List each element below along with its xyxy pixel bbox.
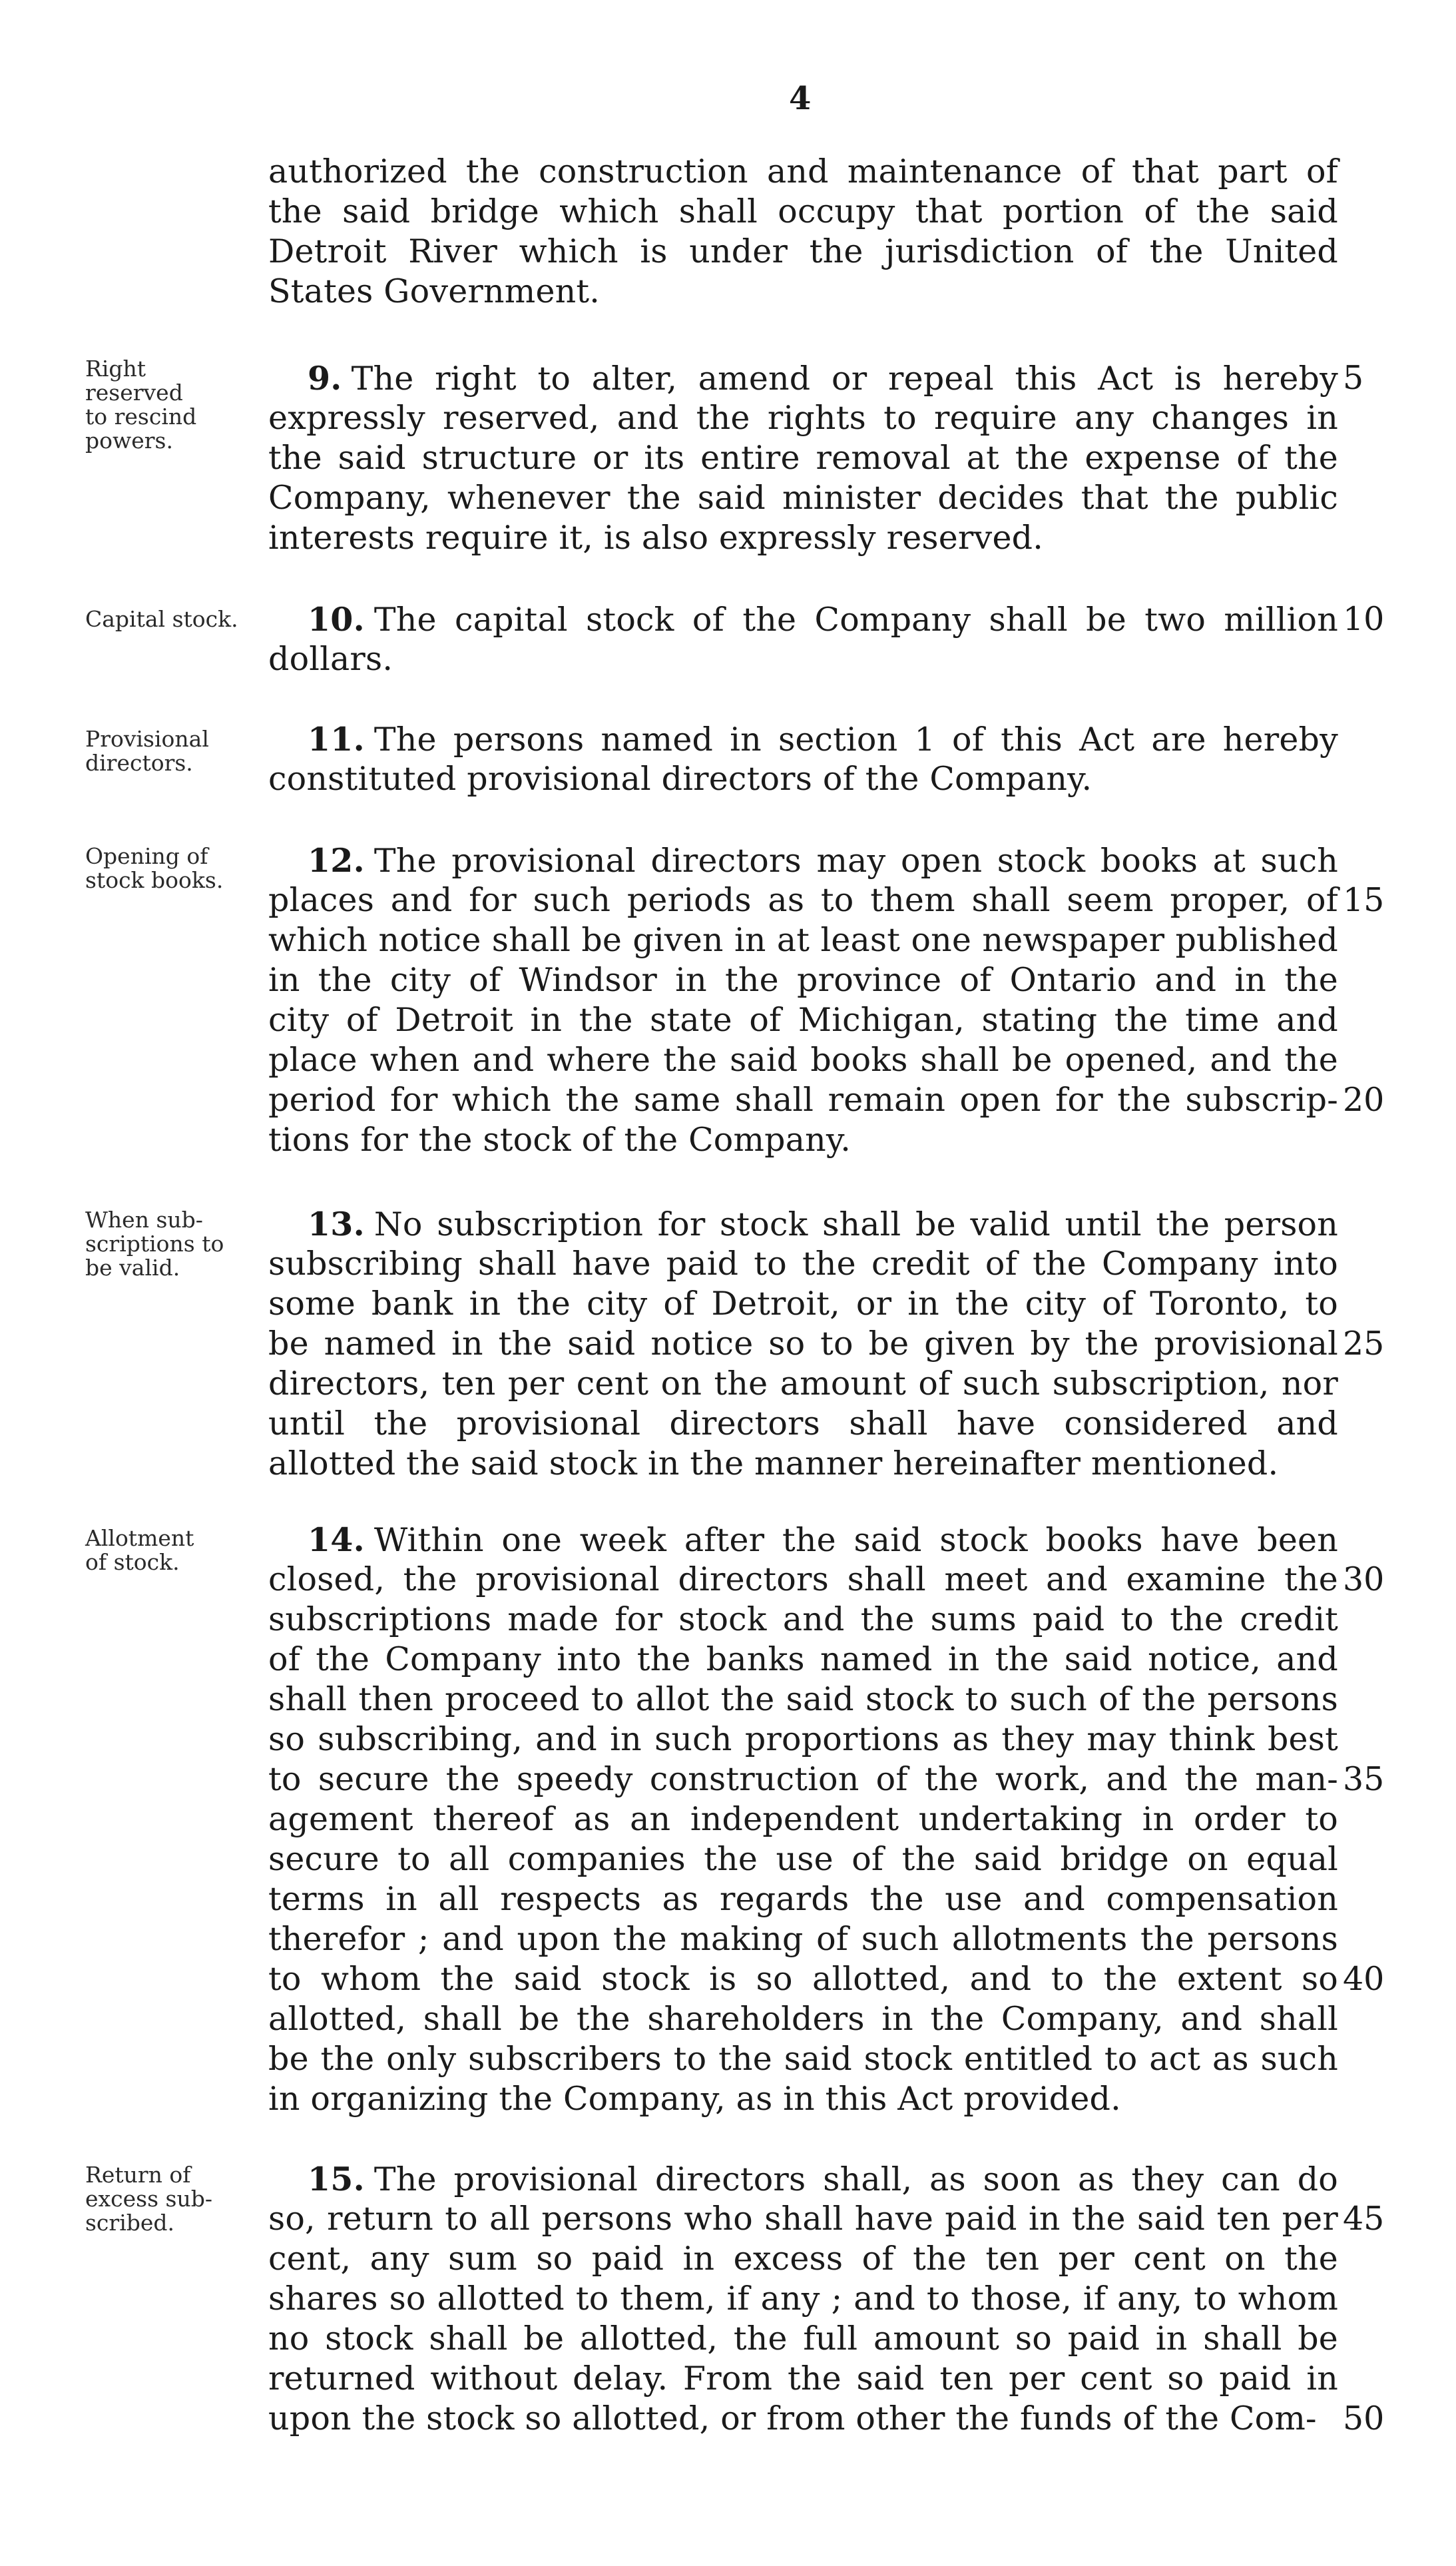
line-text: until the provisional directors shall have considered and: [268, 1405, 1338, 1443]
margin-note: [85, 1526, 258, 1574]
line-text: closed, the provisional directors shall meet and examine the: [268, 1560, 1338, 1598]
section-line: [268, 1120, 1338, 1160]
line-text: expressly reserved, and the rights to require any changes in: [268, 399, 1338, 437]
line-text: agement thereof as an independent undertaking in order to: [268, 1800, 1338, 1838]
margin-note-line: excess sub-: [85, 2186, 212, 2212]
section-line: [268, 1444, 1338, 1484]
line-text: period for which the same shall remain open for the subscrip-: [268, 1081, 1338, 1119]
section-line: [268, 2239, 1338, 2279]
line-text: so subscribing, and in such proportions as they may think best: [268, 1720, 1338, 1758]
line-number: 20: [1343, 1081, 1385, 1119]
section-line: [268, 1080, 1338, 1120]
section-line: [268, 639, 1338, 679]
section-line: [268, 518, 1338, 558]
line-number: 5: [1343, 359, 1364, 397]
line-text: place when and where the said books shall be opened, and the: [268, 1041, 1338, 1079]
line-text: of the Company into the banks named in the said notice, and: [268, 1640, 1338, 1678]
margin-note: [85, 2163, 258, 2235]
line-text: upon the stock so allotted, or from other the funds of the Com-: [268, 2400, 1317, 2437]
margin-note-line: scribed.: [85, 2210, 175, 2236]
margin-note: [85, 727, 258, 775]
margin-note-line: When sub-: [85, 1207, 203, 1233]
line-text: The persons named in section 1 of this Act are hereby: [373, 721, 1338, 759]
section-line: [268, 1640, 1338, 1680]
section-line: [268, 2039, 1338, 2079]
line-text: the said structure or its entire removal at the expense of the: [268, 439, 1338, 477]
section-number: 15.: [308, 2160, 365, 2198]
margin-note-line: powers.: [85, 428, 173, 454]
line-number: 40: [1343, 1960, 1385, 1998]
section-line: [268, 1999, 1338, 2039]
section-line: [268, 2399, 1338, 2439]
margin-note-line: scriptions to: [85, 1231, 224, 1257]
line-number: 25: [1343, 1325, 1385, 1363]
margin-note-line: be valid.: [85, 1255, 180, 1281]
section-line: [268, 1680, 1338, 1720]
margin-note-line: stock books.: [85, 867, 224, 893]
continuation-line: [268, 192, 1338, 232]
line-text: The provisional directors may open stock books at such: [373, 842, 1338, 880]
line-text: allotted the said stock in the manner hereinafter mentioned.: [268, 1444, 1279, 1482]
line-text: no stock shall be allotted, the full amount so paid in shall be: [268, 2320, 1338, 2358]
section-number: 13.: [308, 1205, 365, 1243]
line-number: 10: [1343, 600, 1385, 638]
line-text: tions for the stock of the Company.: [268, 1121, 851, 1159]
line-text: authorized the construction and maintenance of that part of: [268, 153, 1338, 190]
line-text: terms in all respects as regards the use and compensation: [268, 1880, 1338, 1918]
margin-note-line: Capital stock.: [85, 606, 238, 632]
section-heading-line: [308, 2159, 1338, 2199]
section-line: [268, 1000, 1338, 1040]
section-heading-line: [308, 1204, 1338, 1244]
section-line: [268, 438, 1338, 478]
line-text: some bank in the city of Detroit, or in the city of Toronto, to: [268, 1285, 1338, 1323]
section-line: [268, 1404, 1338, 1444]
margin-note: [85, 607, 258, 631]
section-heading-line: [308, 358, 1338, 398]
line-text: cent, any sum so paid in excess of the ten per cent on the: [268, 2240, 1338, 2278]
margin-note-line: Provisional: [85, 726, 209, 752]
section-line: [268, 960, 1338, 1000]
continuation-line: [268, 152, 1338, 192]
margin-note: [85, 357, 258, 453]
section-line: [268, 1760, 1338, 1799]
line-text: The capital stock of the Company shall be two million: [373, 601, 1338, 639]
line-text: so, return to all persons who shall have paid in the said ten per: [268, 2200, 1338, 2238]
section-number: 14.: [308, 1520, 365, 1559]
section-line: [268, 880, 1338, 920]
line-text: interests require it, is also expressly reserved.: [268, 519, 1043, 557]
section-line: [268, 478, 1338, 518]
section-heading-line: [308, 1520, 1338, 1560]
section-line: [268, 1244, 1338, 1284]
section-number: 9.: [308, 359, 342, 398]
margin-note-line: Right: [85, 356, 146, 382]
line-text: be the only subscribers to the said stock entitled to act as such: [268, 2040, 1338, 2078]
section-heading-line: [308, 719, 1338, 759]
section-line: [268, 1364, 1338, 1404]
continuation-line: [268, 232, 1338, 272]
section-line: [268, 1720, 1338, 1760]
line-number: 50: [1343, 2400, 1385, 2437]
line-text: Company, whenever the said minister decides that the public: [268, 479, 1338, 517]
line-text: Detroit River which is under the jurisdiction of the United: [268, 232, 1338, 270]
line-text: subscribing shall have paid to the credit of the Company into: [268, 1245, 1338, 1283]
page-number: 4: [789, 80, 812, 117]
margin-note-line: Return of: [85, 2162, 191, 2188]
line-number: 45: [1343, 2200, 1385, 2238]
section-line: [268, 1040, 1338, 1080]
section-line: [268, 2079, 1338, 2119]
line-text: dollars.: [268, 640, 393, 678]
line-text: in the city of Windsor in the province of Ontario and in the: [268, 961, 1338, 999]
line-text: shall then proceed to allot the said stock to such of the persons: [268, 1680, 1338, 1718]
section-line: [268, 1879, 1338, 1919]
section-line: [268, 2279, 1338, 2319]
section-line: [268, 2359, 1338, 2399]
section-line: [268, 1284, 1338, 1324]
section-line: [268, 1324, 1338, 1364]
line-text: city of Detroit in the state of Michigan, stating the time and: [268, 1001, 1338, 1039]
section-line: [268, 398, 1338, 438]
section-line: [268, 1959, 1338, 1999]
line-text: therefor ; and upon the making of such allotments the persons: [268, 1920, 1338, 1958]
section-line: [268, 1919, 1338, 1959]
section-number: 12.: [308, 841, 365, 880]
section-number: 11.: [308, 720, 365, 759]
line-text: be named in the said notice so to be given by the provisional: [268, 1325, 1338, 1363]
margin-note: [85, 844, 258, 892]
line-text: directors, ten per cent on the amount of such subscription, nor: [268, 1365, 1338, 1403]
section-line: [268, 1560, 1338, 1600]
line-text: States Government.: [268, 272, 601, 310]
line-text: subscriptions made for stock and the sums paid to the credit: [268, 1600, 1338, 1638]
line-text: places and for such periods as to them shall seem proper, of: [268, 881, 1338, 919]
section-line: [268, 1799, 1338, 1839]
line-text: The provisional directors shall, as soon as they can do: [373, 2160, 1338, 2198]
section-line: [268, 2199, 1338, 2239]
section-line: [268, 1839, 1338, 1879]
section-heading-line: [308, 840, 1338, 880]
margin-note: [85, 1208, 258, 1280]
line-text: No subscription for stock shall be valid until the person: [373, 1205, 1338, 1243]
section-line: [268, 759, 1338, 799]
line-text: to whom the said stock is so allotted, and to the extent so: [268, 1960, 1338, 1998]
line-number: 35: [1343, 1760, 1385, 1798]
section-heading-line: [308, 599, 1338, 639]
line-text: in organizing the Company, as in this Act provided.: [268, 2080, 1121, 2118]
line-text: Within one week after the said stock books have been: [373, 1521, 1338, 1559]
continuation-line: [268, 272, 1338, 312]
line-text: returned without delay. From the said ten per cent so paid in: [268, 2360, 1338, 2398]
line-text: which notice shall be given in at least one newspaper published: [268, 921, 1338, 959]
section-line: [268, 1600, 1338, 1640]
margin-note-line: Allotment: [85, 1525, 194, 1551]
margin-note-line: of stock.: [85, 1549, 180, 1575]
margin-note-line: to rescind: [85, 404, 197, 430]
line-text: to secure the speedy construction of the work, and the man-: [268, 1760, 1338, 1798]
margin-note-line: directors.: [85, 750, 193, 776]
line-number: 15: [1343, 881, 1385, 919]
line-text: secure to all companies the use of the said bridge on equal: [268, 1840, 1338, 1878]
line-text: shares so allotted to them, if any ; and to those, if any, to whom: [268, 2280, 1338, 2318]
line-number: 30: [1343, 1560, 1385, 1598]
margin-note-line: Opening of: [85, 843, 208, 869]
line-text: allotted, shall be the shareholders in the Company, and shall: [268, 2000, 1338, 2038]
line-text: the said bridge which shall occupy that portion of the said: [268, 192, 1338, 230]
margin-note-line: reserved: [85, 380, 183, 406]
section-line: [268, 2319, 1338, 2359]
section-line: [268, 920, 1338, 960]
line-text: constituted provisional directors of the Company.: [268, 760, 1092, 798]
section-number: 10.: [308, 600, 365, 639]
line-text: The right to alter, amend or repeal this Act is hereby: [351, 360, 1338, 398]
